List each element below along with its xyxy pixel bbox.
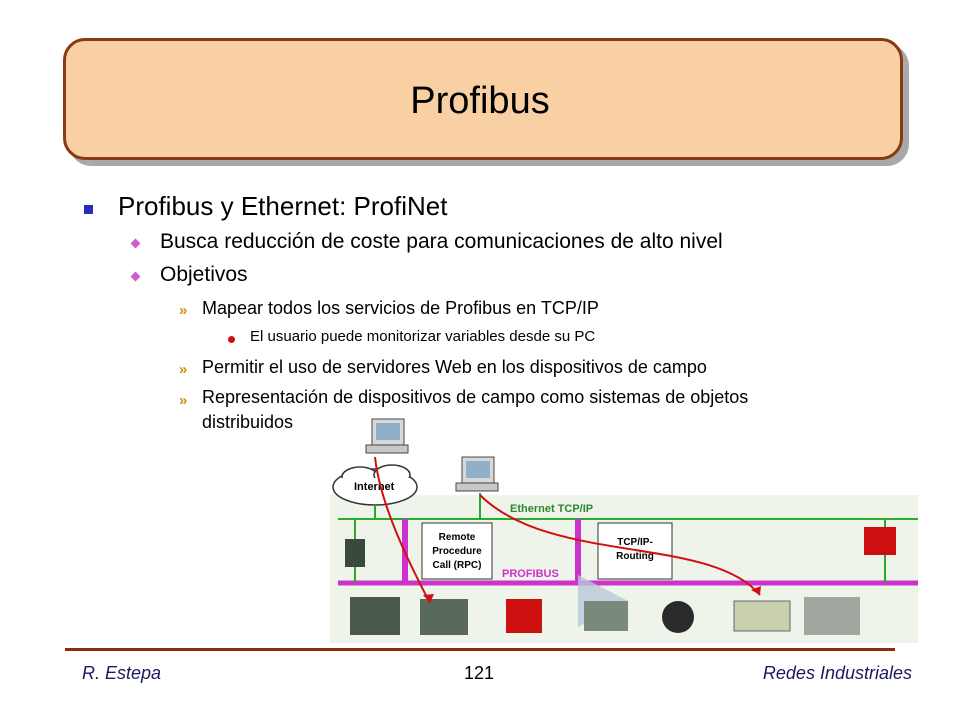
bullet-l3-map: Mapear todos los servicios de Profibus en TCP/IP <box>202 298 599 318</box>
bullet-l1: Profibus y Ethernet: ProfiNet <box>118 191 448 221</box>
field-sensor-icon <box>584 601 628 631</box>
bullet-dot-icon <box>228 336 235 343</box>
bullet-double-arrow-icon: » <box>179 302 184 319</box>
bullet-double-arrow-icon: » <box>179 361 184 378</box>
bullet-double-arrow-icon: » <box>179 392 184 409</box>
field-panel-icon <box>734 601 790 631</box>
profibus-label: PROFIBUS <box>502 568 559 580</box>
drive-device-icon <box>864 527 896 555</box>
page-number: 121 <box>464 663 495 683</box>
bullet-l3-objects: Representación de dispositivos de campo como sistemas de objetos <box>202 387 749 407</box>
field-io-icon <box>420 599 468 635</box>
bullet-diamond-icon <box>131 272 141 282</box>
bullet-l4-monitor: El usuario puede monitorizar variables desde su PC <box>250 328 596 345</box>
footer-course: Redes Industriales <box>762 663 912 683</box>
bullet-l3-objects-cont: distribuidos <box>202 412 294 432</box>
rpc-label-3: Call (RPC) <box>432 560 482 571</box>
field-drive-icon <box>506 599 542 633</box>
profinet-network-diagram <box>330 415 918 643</box>
slide-title: Profibus <box>410 80 550 122</box>
field-motor-icon <box>662 601 694 633</box>
rpc-label-1: Remote <box>438 532 476 543</box>
bullet-l3-web: Permitir el uso de servidores Web en los dispositivos de campo <box>202 357 707 377</box>
plc-device-icon <box>345 539 365 567</box>
bullet-l2-objectives: Objetivos <box>160 263 248 286</box>
remote-pc-icon <box>366 419 408 453</box>
bullet-l2-cost: Busca reducción de coste para comunicaciones de alto nivel <box>160 230 723 253</box>
bullet-square-icon <box>84 205 93 214</box>
ethernet-label: Ethernet TCP/IP <box>510 503 594 515</box>
internet-label: Internet <box>354 481 395 493</box>
field-controller-icon <box>804 597 860 635</box>
footer-author: R. Estepa <box>82 663 162 683</box>
footer-divider <box>65 648 895 651</box>
field-rack-icon <box>350 597 400 635</box>
tcp-label-2: Routing <box>616 551 654 562</box>
tcp-label-1: TCP/IP- <box>617 537 653 548</box>
local-pc-icon <box>456 457 498 491</box>
bullet-diamond-icon <box>131 239 141 249</box>
rpc-label-2: Procedure <box>432 546 482 557</box>
